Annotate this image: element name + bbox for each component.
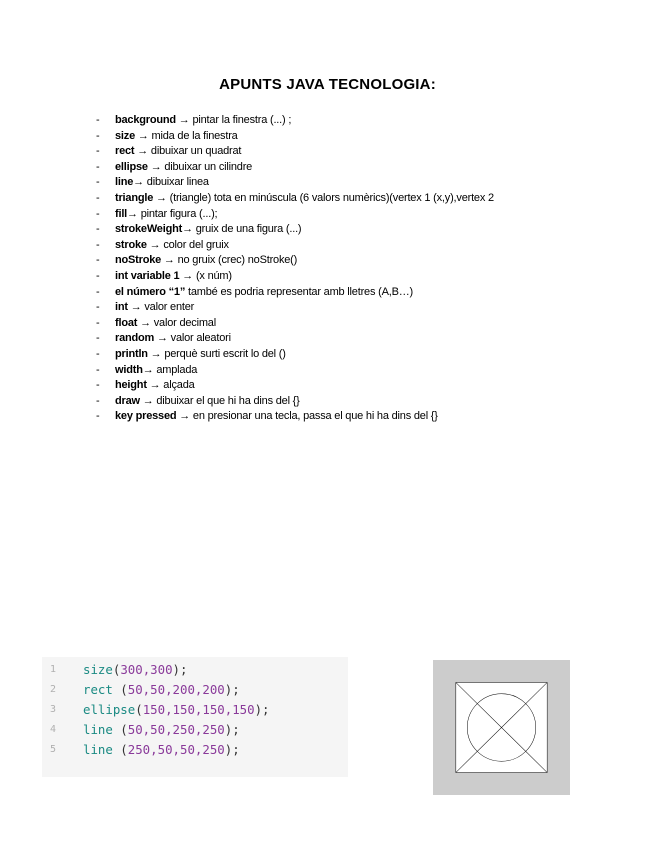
term: int xyxy=(115,301,128,314)
description: → alçada xyxy=(146,379,195,392)
bullet-dash: - xyxy=(96,129,100,142)
description: → (triangle) tota en minúscula (6 valors numèrics)(vertex 1 (x,y),vertex 2 xyxy=(153,191,494,204)
term: el número “1” xyxy=(115,285,186,298)
description: → valor aleatori xyxy=(154,332,231,345)
term: background xyxy=(115,114,176,126)
list-item xyxy=(96,129,494,145)
description: també es podria representar amb lletres (A,B…) xyxy=(185,285,413,298)
list-item xyxy=(96,300,494,316)
description: → valor decimal xyxy=(137,316,216,329)
description: → en presionar una tecla, passa el que hi ha dins del {} xyxy=(176,410,438,423)
term: println xyxy=(115,347,148,360)
list-item xyxy=(96,238,494,254)
bullet-dash: - xyxy=(96,160,100,173)
description: → gruix de una figura (...) xyxy=(182,223,302,236)
description: → dibuixar un cilindre xyxy=(147,160,253,173)
bullet-dash: - xyxy=(96,301,100,314)
code-punct: ( xyxy=(112,682,128,697)
bullet-dash: - xyxy=(96,316,100,329)
code-punct: ( xyxy=(135,702,143,717)
bullet-dash: - xyxy=(96,332,100,345)
bullet-dash: - xyxy=(96,269,100,282)
list-item xyxy=(96,191,494,207)
code-function: size xyxy=(83,662,113,677)
bullet-dash: - xyxy=(96,347,100,360)
list-item xyxy=(96,222,494,238)
list-item xyxy=(96,113,494,129)
list-item xyxy=(96,160,494,176)
bullet-dash: - xyxy=(96,363,100,376)
term: int variable 1 xyxy=(115,269,180,282)
list-item xyxy=(96,363,494,379)
description: → no gruix (crec) noStroke() xyxy=(161,254,298,267)
list-item xyxy=(96,207,494,223)
bullet-dash: - xyxy=(96,254,100,267)
bullet-dash: - xyxy=(96,394,100,407)
code-punct: ); xyxy=(224,722,240,737)
notes-list xyxy=(96,113,494,425)
description: → perquè surti escrit lo del () xyxy=(147,347,286,360)
list-item xyxy=(96,269,494,285)
code-args: 300,300 xyxy=(120,662,173,677)
description: → amplada xyxy=(142,363,198,376)
bullet-dash: - xyxy=(96,114,100,126)
description: → pintar figura (...); xyxy=(127,207,218,220)
bullet-dash: - xyxy=(96,207,100,220)
bullet-dash: - xyxy=(96,238,100,251)
term: ellipse xyxy=(115,160,148,173)
list-item xyxy=(96,331,494,347)
list-item xyxy=(96,144,494,160)
term: rect xyxy=(115,145,135,158)
term: noStroke xyxy=(115,254,162,267)
code-punct: ( xyxy=(112,742,128,757)
list-item xyxy=(96,253,494,269)
description: → mida de la finestra xyxy=(135,129,238,142)
term: triangle xyxy=(115,191,154,204)
bullet-dash: - xyxy=(96,223,100,236)
code-punct: ); xyxy=(172,662,188,677)
list-item xyxy=(96,175,494,191)
term: key pressed xyxy=(115,410,177,423)
code-args: 150,150,150,150 xyxy=(142,702,255,717)
term: random xyxy=(115,332,155,345)
sketch-output-canvas xyxy=(433,660,570,795)
term: width xyxy=(115,363,143,376)
bullet-dash: - xyxy=(96,176,100,189)
term: strokeWeight xyxy=(115,223,183,236)
code-function: line xyxy=(83,742,113,757)
list-item xyxy=(96,347,494,363)
description: → dibuixar un quadrat xyxy=(134,145,242,158)
description: → dibuixar linea xyxy=(133,176,209,189)
code-args: 50,50,250,250 xyxy=(127,722,225,737)
description: → color del gruix xyxy=(146,238,229,251)
bullet-dash: - xyxy=(96,145,100,158)
code-punct: ); xyxy=(224,682,240,697)
line-number: 4 xyxy=(50,724,57,735)
term: draw xyxy=(115,394,140,407)
term: stroke xyxy=(115,238,147,251)
code-punct: ); xyxy=(224,742,240,757)
description: → pintar la finestra (...) ; xyxy=(175,114,292,126)
list-item xyxy=(96,394,494,410)
bullet-dash: - xyxy=(96,379,100,392)
bullet-dash: - xyxy=(96,191,100,204)
term: size xyxy=(115,129,135,142)
term: line xyxy=(115,176,134,189)
line-number: 2 xyxy=(50,684,57,695)
list-item xyxy=(96,285,494,301)
code-punct: ); xyxy=(254,702,270,717)
line-number: 3 xyxy=(50,704,57,715)
code-punct: ( xyxy=(112,662,121,677)
list-item xyxy=(96,316,494,332)
description: → valor enter xyxy=(127,301,195,314)
term: float xyxy=(115,316,138,329)
description: → (x núm) xyxy=(179,269,232,282)
code-function: ellipse xyxy=(83,702,136,717)
code-function: rect xyxy=(83,682,113,697)
code-snippet xyxy=(42,657,348,777)
term: fill xyxy=(115,207,128,220)
list-item xyxy=(96,378,494,394)
code-args: 250,50,50,250 xyxy=(127,742,225,757)
code-function: line xyxy=(83,722,113,737)
bullet-dash: - xyxy=(96,410,100,423)
list-item xyxy=(96,409,494,425)
line-number: 5 xyxy=(50,744,57,755)
bullet-dash: - xyxy=(96,285,100,298)
line-number: 1 xyxy=(50,664,57,675)
page-title: APUNTS JAVA TECNOLOGIA: xyxy=(219,76,436,93)
description: → dibuixar el que hi ha dins del {} xyxy=(139,394,300,407)
term: height xyxy=(115,379,147,392)
code-args: 50,50,200,200 xyxy=(127,682,225,697)
code-punct: ( xyxy=(112,722,128,737)
